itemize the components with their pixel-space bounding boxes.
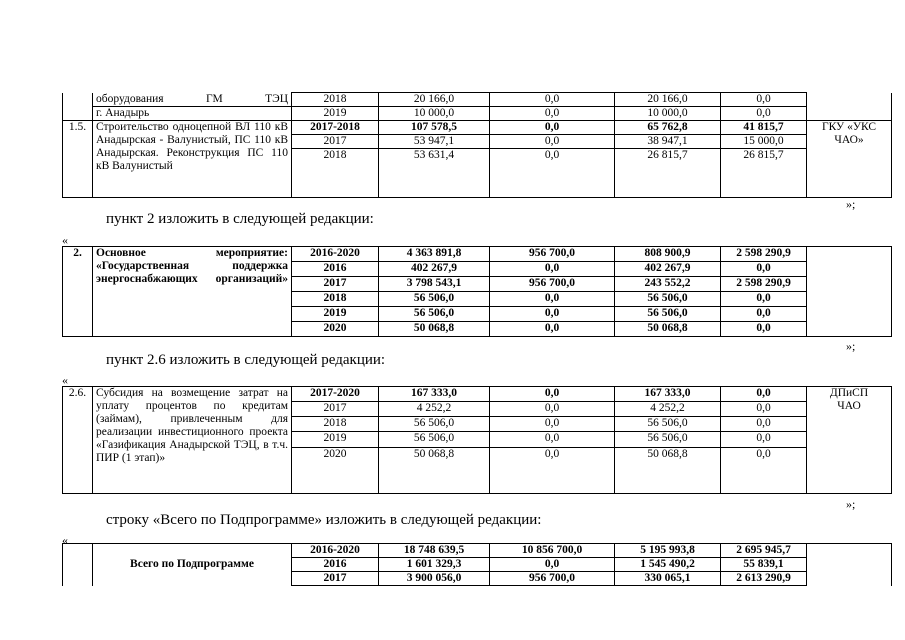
table-section-2 xyxy=(62,246,892,337)
value-cell: 0,0 xyxy=(490,149,615,198)
value-cell: 0,0 xyxy=(721,93,807,107)
closing-quote: »; xyxy=(846,339,856,353)
value-cell: 107 578,5 xyxy=(379,121,490,135)
value-cell: 55 839,1 xyxy=(721,558,807,572)
value-cell: 0,0 xyxy=(490,93,615,107)
measure-name-cont-1: оборудования ГМ ТЭЦ xyxy=(93,93,292,107)
row-number: 1.5. xyxy=(63,121,93,198)
value-cell: 10 856 700,0 xyxy=(490,544,615,558)
year-cell: 2020 xyxy=(292,447,379,493)
value-cell: 50 068,8 xyxy=(379,447,490,493)
value-cell: 243 552,2 xyxy=(615,277,721,292)
measure-name: Субсидия на возмещение затрат на уплату процентов по кредитам (займам), привлеченным для реализации инвестиционного проекта «Газификация Анадырской ТЭЦ, в т.ч. ПИР (1 этап)» xyxy=(93,387,292,494)
value-cell: 0,0 xyxy=(490,292,615,307)
value-cell: 50 068,8 xyxy=(615,322,721,337)
value-cell: 0,0 xyxy=(490,107,615,121)
value-cell: 4 363 891,8 xyxy=(379,247,490,262)
table-section-2-6 xyxy=(62,386,892,494)
measure-name-cont-2: г. Анадырь xyxy=(93,107,292,121)
measure-name: Строительство одноцепной ВЛ 110 кВ Анадырская - Валунистый, ПС 110 кВ Анадырская. Реконструкция ПС 110 кВ Валунистый xyxy=(93,121,292,198)
value-cell: 167 333,0 xyxy=(379,387,490,402)
year-cell: 2018 xyxy=(292,417,379,432)
value-cell: 167 333,0 xyxy=(615,387,721,402)
value-cell: 56 506,0 xyxy=(379,292,490,307)
row-number-cell xyxy=(63,544,93,586)
responsible-cell xyxy=(807,247,892,337)
value-cell: 53 947,1 xyxy=(379,135,490,149)
value-cell: 0,0 xyxy=(490,417,615,432)
value-cell: 2 613 290,9 xyxy=(721,572,807,586)
year-cell: 2017-2020 xyxy=(292,387,379,402)
instruction-text: строку «Всего по Подпрограмме» изложить в следующей редакции: xyxy=(106,512,542,528)
value-cell: 41 815,7 xyxy=(721,121,807,135)
value-cell: 330 065,1 xyxy=(615,572,721,586)
value-cell: 56 506,0 xyxy=(379,432,490,447)
value-cell: 956 700,0 xyxy=(490,247,615,262)
year-cell: 2016-2020 xyxy=(292,247,379,262)
value-cell: 0,0 xyxy=(490,322,615,337)
instruction-text: пункт 2.6 изложить в следующей редакции: xyxy=(106,352,386,368)
value-cell: 0,0 xyxy=(721,107,807,121)
closing-quote: »; xyxy=(846,497,856,511)
year-cell: 2019 xyxy=(292,307,379,322)
year-cell: 2018 xyxy=(292,292,379,307)
value-cell: 26 815,7 xyxy=(721,149,807,198)
value-cell: 0,0 xyxy=(721,432,807,447)
value-cell: 0,0 xyxy=(490,135,615,149)
value-cell: 56 506,0 xyxy=(615,307,721,322)
responsible-cell xyxy=(807,93,892,121)
value-cell: 38 947,1 xyxy=(615,135,721,149)
row-number: 2. xyxy=(63,247,93,337)
opening-quote: « xyxy=(62,533,68,547)
value-cell: 50 068,8 xyxy=(379,322,490,337)
value-cell: 56 506,0 xyxy=(379,417,490,432)
value-cell: 20 166,0 xyxy=(615,93,721,107)
value-cell: 10 000,0 xyxy=(379,107,490,121)
value-cell: 0,0 xyxy=(490,447,615,493)
value-cell: 1 601 329,3 xyxy=(379,558,490,572)
value-cell: 56 506,0 xyxy=(615,432,721,447)
responsible-cell: ДПиСП ЧАО xyxy=(807,387,892,494)
value-cell: 0,0 xyxy=(490,402,615,417)
value-cell: 956 700,0 xyxy=(490,572,615,586)
value-cell: 808 900,9 xyxy=(615,247,721,262)
table-section-1 xyxy=(62,92,892,198)
value-cell: 0,0 xyxy=(721,322,807,337)
value-cell: 0,0 xyxy=(490,387,615,402)
year-cell: 2017 xyxy=(292,135,379,149)
opening-quote: « xyxy=(62,373,68,387)
value-cell: 0,0 xyxy=(721,262,807,277)
year-cell: 2016-2020 xyxy=(292,544,379,558)
year-cell: 2019 xyxy=(292,432,379,447)
value-cell: 0,0 xyxy=(721,417,807,432)
value-cell: 2 695 945,7 xyxy=(721,544,807,558)
value-cell: 0,0 xyxy=(721,292,807,307)
value-cell: 0,0 xyxy=(721,387,807,402)
year-cell: 2017 xyxy=(292,277,379,292)
value-cell: 402 267,9 xyxy=(615,262,721,277)
value-cell: 50 068,8 xyxy=(615,447,721,493)
year-cell: 2020 xyxy=(292,322,379,337)
value-cell: 0,0 xyxy=(490,558,615,572)
year-cell: 2018 xyxy=(292,149,379,198)
value-cell: 0,0 xyxy=(490,121,615,135)
value-cell: 0,0 xyxy=(490,432,615,447)
value-cell: 0,0 xyxy=(490,262,615,277)
year-cell: 2017 xyxy=(292,402,379,417)
value-cell: 56 506,0 xyxy=(379,307,490,322)
value-cell: 0,0 xyxy=(721,447,807,493)
year-cell: 2017-2018 xyxy=(292,121,379,135)
closing-quote: »; xyxy=(846,197,856,211)
value-cell: 56 506,0 xyxy=(615,292,721,307)
responsible-cell: ГКУ «УКС ЧАО» xyxy=(807,121,892,198)
year-cell: 2016 xyxy=(292,262,379,277)
value-cell: 2 598 290,9 xyxy=(721,277,807,292)
year-cell: 2017 xyxy=(292,572,379,586)
year-cell: 2019 xyxy=(292,107,379,121)
value-cell: 2 598 290,9 xyxy=(721,247,807,262)
value-cell: 20 166,0 xyxy=(379,93,490,107)
value-cell: 5 195 993,8 xyxy=(615,544,721,558)
year-cell: 2016 xyxy=(292,558,379,572)
value-cell: 402 267,9 xyxy=(379,262,490,277)
value-cell: 65 762,8 xyxy=(615,121,721,135)
value-cell: 3 798 543,1 xyxy=(379,277,490,292)
opening-quote: « xyxy=(62,233,68,247)
value-cell: 3 900 056,0 xyxy=(379,572,490,586)
year-cell: 2018 xyxy=(292,93,379,107)
value-cell: 26 815,7 xyxy=(615,149,721,198)
table-total xyxy=(62,543,892,586)
value-cell: 956 700,0 xyxy=(490,277,615,292)
value-cell: 0,0 xyxy=(490,307,615,322)
value-cell: 1 545 490,2 xyxy=(615,558,721,572)
instruction-text: пункт 2 изложить в следующей редакции: xyxy=(106,211,374,227)
row-number-cell xyxy=(63,93,93,121)
row-number: 2.6. xyxy=(63,387,93,494)
value-cell: 15 000,0 xyxy=(721,135,807,149)
value-cell: 10 000,0 xyxy=(615,107,721,121)
responsible-cell xyxy=(807,544,892,586)
value-cell: 4 252,2 xyxy=(379,402,490,417)
total-label: Всего по Подпрограмме xyxy=(93,544,292,586)
measure-name: Основное мероприятие: «Государственная поддержка энергоснабжающих организаций» xyxy=(93,247,292,337)
value-cell: 56 506,0 xyxy=(615,417,721,432)
value-cell: 18 748 639,5 xyxy=(379,544,490,558)
value-cell: 53 631,4 xyxy=(379,149,490,198)
value-cell: 0,0 xyxy=(721,402,807,417)
value-cell: 0,0 xyxy=(721,307,807,322)
value-cell: 4 252,2 xyxy=(615,402,721,417)
